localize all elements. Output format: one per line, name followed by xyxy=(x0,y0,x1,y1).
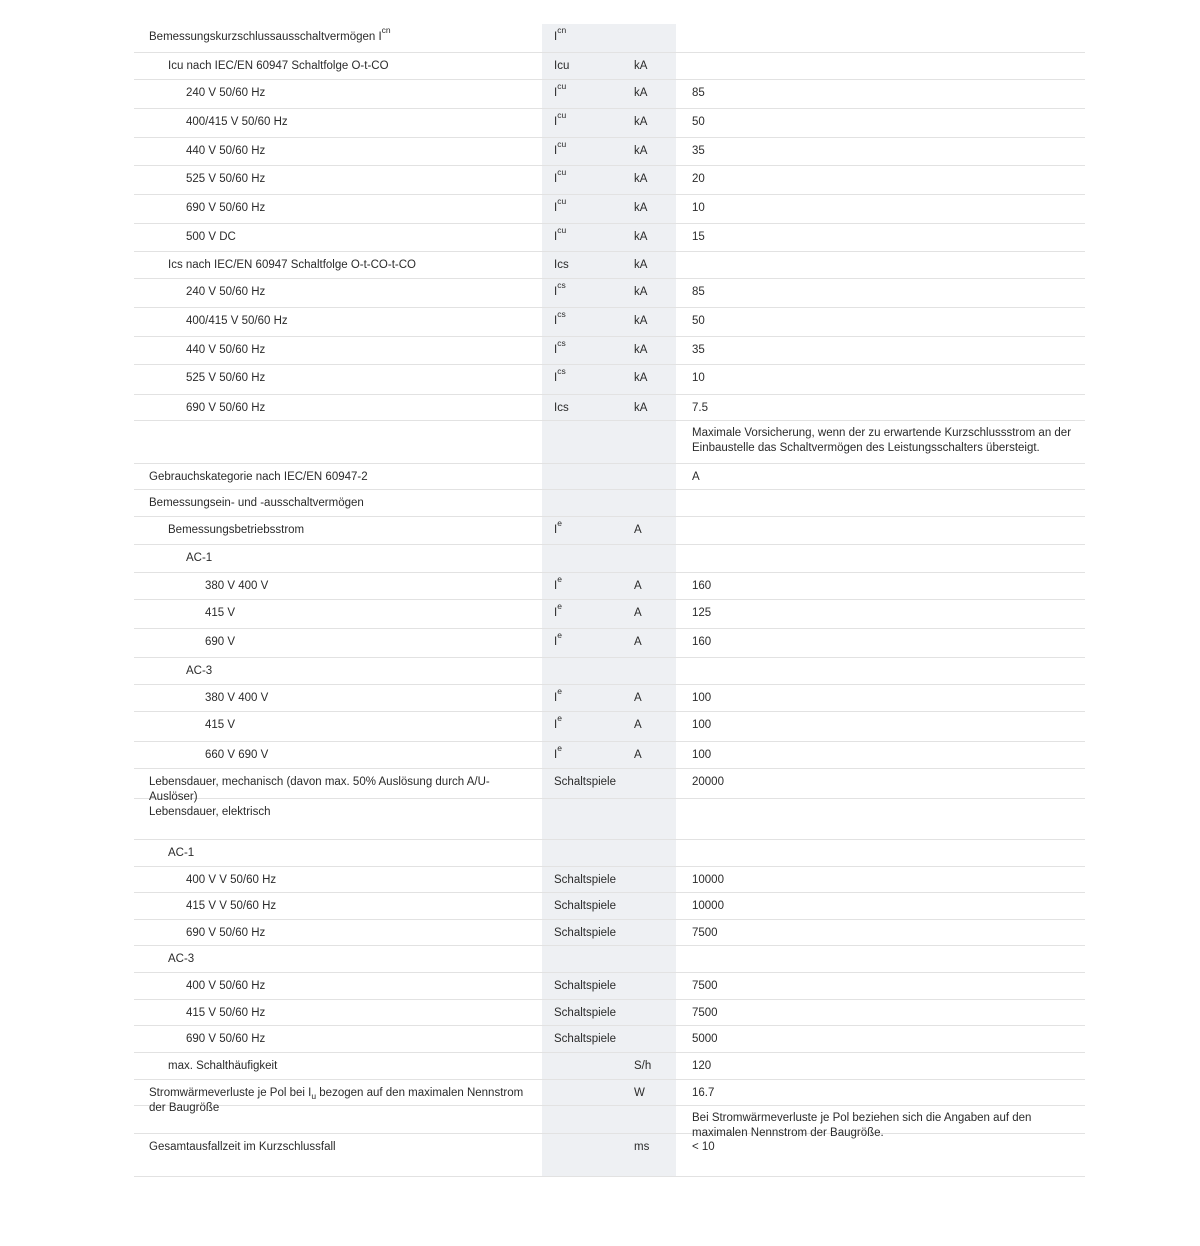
row-label xyxy=(134,1106,542,1134)
row-value xyxy=(676,658,1085,685)
row-label: 690 V 50/60 Hz xyxy=(134,1026,542,1053)
row-label: 440 V 50/60 Hz xyxy=(134,138,542,166)
row-label: 400 V V 50/60 Hz xyxy=(134,867,542,893)
row-value xyxy=(676,24,1085,53)
row-unit: S/h xyxy=(620,1053,676,1080)
row-value: < 10 xyxy=(676,1134,1085,1177)
row-label: 500 V DC xyxy=(134,224,542,252)
row-symbol xyxy=(542,545,620,573)
row-label: 525 V 50/60 Hz xyxy=(134,365,542,395)
row-label: 240 V 50/60 Hz xyxy=(134,279,542,308)
row-label: 660 V 690 V xyxy=(134,742,542,769)
row-value xyxy=(676,53,1085,80)
row-value xyxy=(676,252,1085,279)
row-symbol xyxy=(542,840,620,867)
row-unit: W xyxy=(620,1080,676,1106)
row-symbol xyxy=(542,1080,620,1106)
row-label: AC-3 xyxy=(134,658,542,685)
row-value: 100 xyxy=(676,712,1085,742)
row-unit: kA xyxy=(620,365,676,395)
row-label: 380 V 400 V xyxy=(134,573,542,600)
row-unit: A xyxy=(620,600,676,629)
row-value: 10000 xyxy=(676,893,1085,920)
row-label: 380 V 400 V xyxy=(134,685,542,712)
row-label: 690 V 50/60 Hz xyxy=(134,920,542,946)
row-value: 10 xyxy=(676,365,1085,395)
row-value: 7500 xyxy=(676,920,1085,946)
row-unit xyxy=(620,24,676,53)
row-value: 10 xyxy=(676,195,1085,224)
row-symbol: I e xyxy=(542,742,620,769)
row-label: AC-1 xyxy=(134,545,542,573)
row-symbol: I cu xyxy=(542,109,620,138)
row-unit xyxy=(620,946,676,973)
row-symbol: Ics xyxy=(542,252,620,279)
row-value: 16.7 xyxy=(676,1080,1085,1106)
row-value: 7.5 xyxy=(676,395,1085,421)
row-label: 400/415 V 50/60 Hz xyxy=(134,308,542,337)
row-symbol xyxy=(542,421,620,464)
row-label: Lebensdauer, mechanisch (davon max. 50% Auslösung durch A/U-Auslöser) xyxy=(134,769,542,799)
row-label: 415 V 50/60 Hz xyxy=(134,1000,542,1026)
row-value: 120 xyxy=(676,1053,1085,1080)
row-value xyxy=(676,799,1085,840)
row-unit xyxy=(620,973,676,1000)
row-label: 415 V xyxy=(134,712,542,742)
row-label: 240 V 50/60 Hz xyxy=(134,80,542,109)
row-value: 20 xyxy=(676,166,1085,195)
row-label: 415 V xyxy=(134,600,542,629)
spec-table xyxy=(134,24,1085,1246)
row-value xyxy=(676,840,1085,867)
row-value: 20000 xyxy=(676,769,1085,799)
row-unit xyxy=(620,1106,676,1134)
row-value: 160 xyxy=(676,629,1085,658)
row-symbol: I e xyxy=(542,600,620,629)
row-value: 100 xyxy=(676,685,1085,712)
row-unit xyxy=(620,421,676,464)
row-value: Bei Stromwärmeverluste je Pol beziehen sich die Angaben auf den maximalen Nennstrom der Baugröße. xyxy=(676,1106,1085,1134)
row-symbol: I e xyxy=(542,712,620,742)
row-unit: A xyxy=(620,685,676,712)
row-symbol xyxy=(542,658,620,685)
row-label: Bemessungskurzschlussausschaltvermögen I cn xyxy=(134,24,542,53)
row-value: Maximale Vorsicherung, wenn der zu erwartende Kurzschlussstrom an der Einbaustelle das Schaltvermögen des Leistungsschalters übersteigt. xyxy=(676,421,1085,464)
row-symbol: Schaltspiele xyxy=(542,1026,620,1053)
row-unit: ms xyxy=(620,1134,676,1177)
row-value xyxy=(676,517,1085,545)
row-label: Bemessungsein- und -ausschaltvermögen xyxy=(134,490,542,517)
row-label: Icu nach IEC/EN 60947 Schaltfolge O-t-CO xyxy=(134,53,542,80)
row-symbol: I cu xyxy=(542,224,620,252)
row-unit xyxy=(620,658,676,685)
row-value: 10000 xyxy=(676,867,1085,893)
row-symbol: I e xyxy=(542,685,620,712)
row-label: Ics nach IEC/EN 60947 Schaltfolge O-t-CO-t-CO xyxy=(134,252,542,279)
row-symbol: I e xyxy=(542,629,620,658)
row-value: 50 xyxy=(676,308,1085,337)
row-unit xyxy=(620,464,676,490)
row-value: 7500 xyxy=(676,1000,1085,1026)
row-unit xyxy=(620,1000,676,1026)
row-unit xyxy=(620,769,676,799)
row-symbol: Schaltspiele xyxy=(542,973,620,1000)
row-symbol: I cu xyxy=(542,195,620,224)
row-unit: A xyxy=(620,712,676,742)
row-symbol: Schaltspiele xyxy=(542,867,620,893)
row-unit xyxy=(620,867,676,893)
row-symbol xyxy=(542,1053,620,1080)
row-symbol xyxy=(542,799,620,840)
row-symbol xyxy=(542,946,620,973)
row-unit: kA xyxy=(620,166,676,195)
row-symbol xyxy=(542,1134,620,1177)
row-label: Stromwärmeverluste je Pol bei $I_u$ bezogen auf den maximalen Nennstrom der Baugröße xyxy=(134,1080,542,1106)
row-unit: kA xyxy=(620,395,676,421)
row-label: 690 V 50/60 Hz xyxy=(134,395,542,421)
row-value: 50 xyxy=(676,109,1085,138)
row-symbol: I cs xyxy=(542,279,620,308)
row-symbol: I cu xyxy=(542,166,620,195)
row-unit xyxy=(620,920,676,946)
row-unit: kA xyxy=(620,279,676,308)
row-value: A xyxy=(676,464,1085,490)
row-unit: A xyxy=(620,742,676,769)
row-value: 7500 xyxy=(676,973,1085,1000)
row-label: 400 V 50/60 Hz xyxy=(134,973,542,1000)
row-unit: A xyxy=(620,573,676,600)
row-unit xyxy=(620,490,676,517)
row-value: 85 xyxy=(676,80,1085,109)
row-label: Bemessungsbetriebsstrom xyxy=(134,517,542,545)
row-unit: kA xyxy=(620,138,676,166)
row-unit: A xyxy=(620,517,676,545)
row-value: 15 xyxy=(676,224,1085,252)
row-unit: kA xyxy=(620,80,676,109)
row-label xyxy=(134,421,542,464)
row-unit: kA xyxy=(620,53,676,80)
row-symbol: Icu xyxy=(542,53,620,80)
row-value xyxy=(676,545,1085,573)
row-symbol: I e xyxy=(542,517,620,545)
row-unit: kA xyxy=(620,308,676,337)
row-value: 100 xyxy=(676,742,1085,769)
row-label: Lebensdauer, elektrisch xyxy=(134,799,542,840)
row-unit xyxy=(620,545,676,573)
row-symbol xyxy=(542,464,620,490)
row-symbol: Schaltspiele xyxy=(542,920,620,946)
row-unit xyxy=(620,799,676,840)
row-value xyxy=(676,490,1085,517)
row-label: AC-3 xyxy=(134,946,542,973)
row-symbol: I e xyxy=(542,573,620,600)
row-label: 690 V xyxy=(134,629,542,658)
row-label: 400/415 V 50/60 Hz xyxy=(134,109,542,138)
row-symbol: Ics xyxy=(542,395,620,421)
row-unit xyxy=(620,840,676,867)
row-value: 35 xyxy=(676,337,1085,365)
row-label: 690 V 50/60 Hz xyxy=(134,195,542,224)
row-symbol: I cs xyxy=(542,308,620,337)
row-value: 160 xyxy=(676,573,1085,600)
row-value: 85 xyxy=(676,279,1085,308)
row-value: 125 xyxy=(676,600,1085,629)
row-symbol: I cu xyxy=(542,80,620,109)
row-symbol: I cs xyxy=(542,365,620,395)
row-symbol: Schaltspiele xyxy=(542,769,620,799)
row-label: 440 V 50/60 Hz xyxy=(134,337,542,365)
row-symbol: I cs xyxy=(542,337,620,365)
row-value xyxy=(676,946,1085,973)
row-symbol: I cu xyxy=(542,138,620,166)
row-symbol xyxy=(542,1106,620,1134)
row-unit: kA xyxy=(620,224,676,252)
row-symbol xyxy=(542,490,620,517)
row-value: 5000 xyxy=(676,1026,1085,1053)
row-unit xyxy=(620,893,676,920)
row-unit: kA xyxy=(620,252,676,279)
row-symbol: Schaltspiele xyxy=(542,893,620,920)
row-symbol: Schaltspiele xyxy=(542,1000,620,1026)
row-unit xyxy=(620,1026,676,1053)
row-unit: kA xyxy=(620,195,676,224)
row-label: 525 V 50/60 Hz xyxy=(134,166,542,195)
row-label: Gebrauchskategorie nach IEC/EN 60947-2 xyxy=(134,464,542,490)
row-label: max. Schalthäufigkeit xyxy=(134,1053,542,1080)
row-label: Gesamtausfallzeit im Kurzschlussfall xyxy=(134,1134,542,1177)
row-label: 415 V V 50/60 Hz xyxy=(134,893,542,920)
row-symbol: I cn xyxy=(542,24,620,53)
row-unit: A xyxy=(620,629,676,658)
row-label: AC-1 xyxy=(134,840,542,867)
row-value: 35 xyxy=(676,138,1085,166)
row-unit: kA xyxy=(620,109,676,138)
row-unit: kA xyxy=(620,337,676,365)
